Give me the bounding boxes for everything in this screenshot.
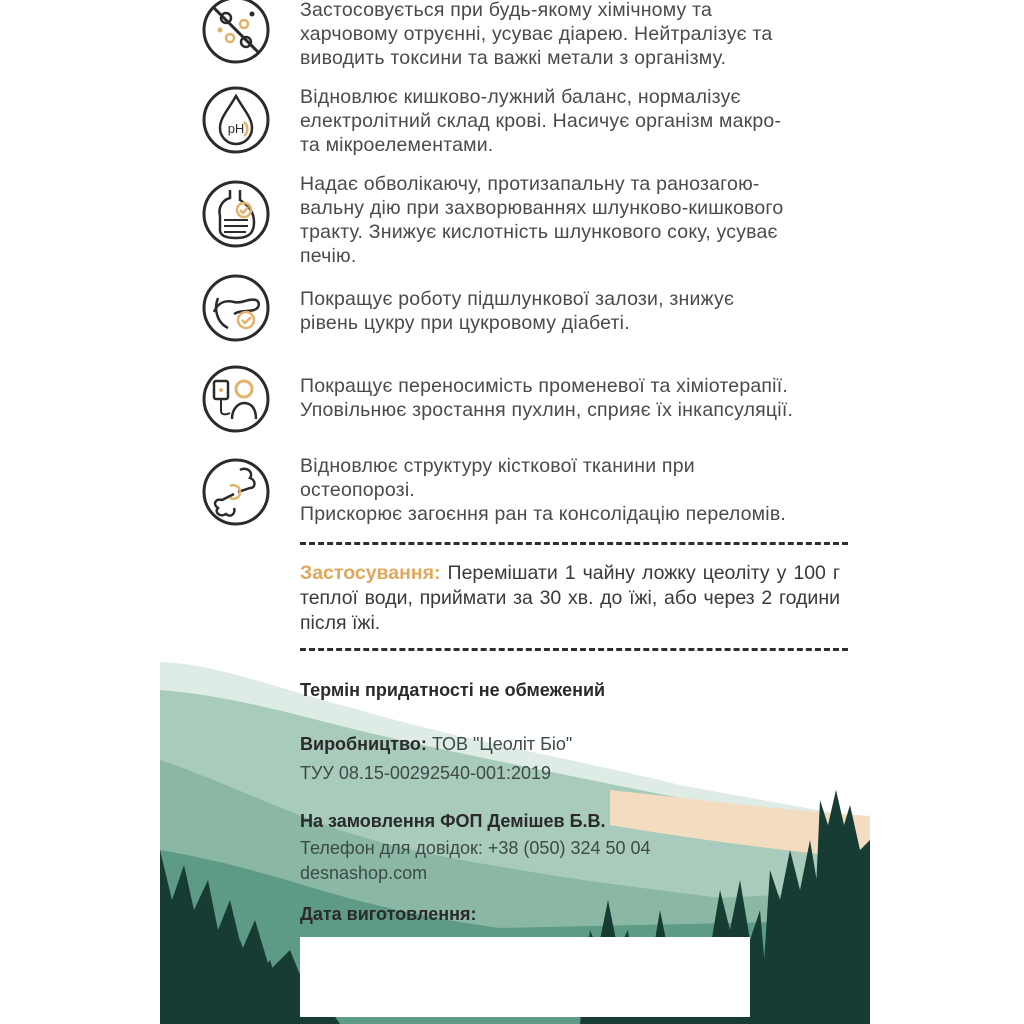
date-field-box	[300, 937, 750, 1017]
ph-drop-icon	[200, 84, 272, 156]
producer: Виробництво: ТОВ "Цеоліт Біо"	[300, 734, 573, 754]
usage-instructions	[300, 561, 840, 636]
ph-icon-text: pH	[227, 121, 245, 136]
shelf-life: Термін придатності не обмежений	[300, 680, 606, 700]
stomach-icon	[200, 178, 272, 250]
website-link[interactable]: desnashop.com	[300, 863, 428, 883]
dashed-divider	[300, 542, 848, 545]
tu-code: ТУУ 08.15-00292540-001:2019	[300, 763, 552, 783]
benefit-text: Покращує переносимість променевої та хіміотерапії. Уповільнює зростання пухлин, сприяє їх інкапсуляції.	[300, 375, 794, 421]
benefit-text: Покращує роботу підшлункової залози, знижує рівень цукру при цукровому діабеті.	[300, 288, 735, 334]
product-label	[160, 0, 870, 1024]
benefit-text: Відновлює структуру кісткової тканини при остеопорозі. Прискорює загоєння ран та консолідацію переломів.	[300, 455, 786, 525]
phone-info: Телефон для довідок: +38 (050) 324 50 04	[300, 838, 651, 858]
usage-label: Застосування:	[300, 562, 441, 584]
chemotherapy-patient-icon	[200, 363, 272, 435]
bone-joint-icon	[200, 456, 272, 528]
benefit-text: Застосовується при будь-якому хімічному та харчовому отруєнні, усуває діарею. Нейтралізує та виводить токсини та важкі метали з організму.	[300, 0, 773, 69]
usage-text: Перемішати 1 чайну ложку цеоліту у 100 г теплої води, приймати за 30 хв. до їжі, або через 2 години після їжі.	[300, 562, 840, 634]
benefit-text: Надає обволікаючу, протизапальну та ранозагою- вальну дію при захворюваннях шлунково-кишкового тракту. Знижує кислотність шлункового соку, усуває печію.	[300, 173, 784, 267]
benefit-text: Відновлює кишково-лужний баланс, нормалізує електролітний склад крові. Насичує організм макро- та мікроелементами.	[300, 86, 782, 156]
order-info: На замовлення ФОП Демішев Б.В.	[300, 811, 606, 831]
date-label: Дата виготовлення:	[300, 904, 477, 924]
pancreas-icon	[200, 272, 272, 344]
no-microbes-icon	[200, 0, 272, 66]
